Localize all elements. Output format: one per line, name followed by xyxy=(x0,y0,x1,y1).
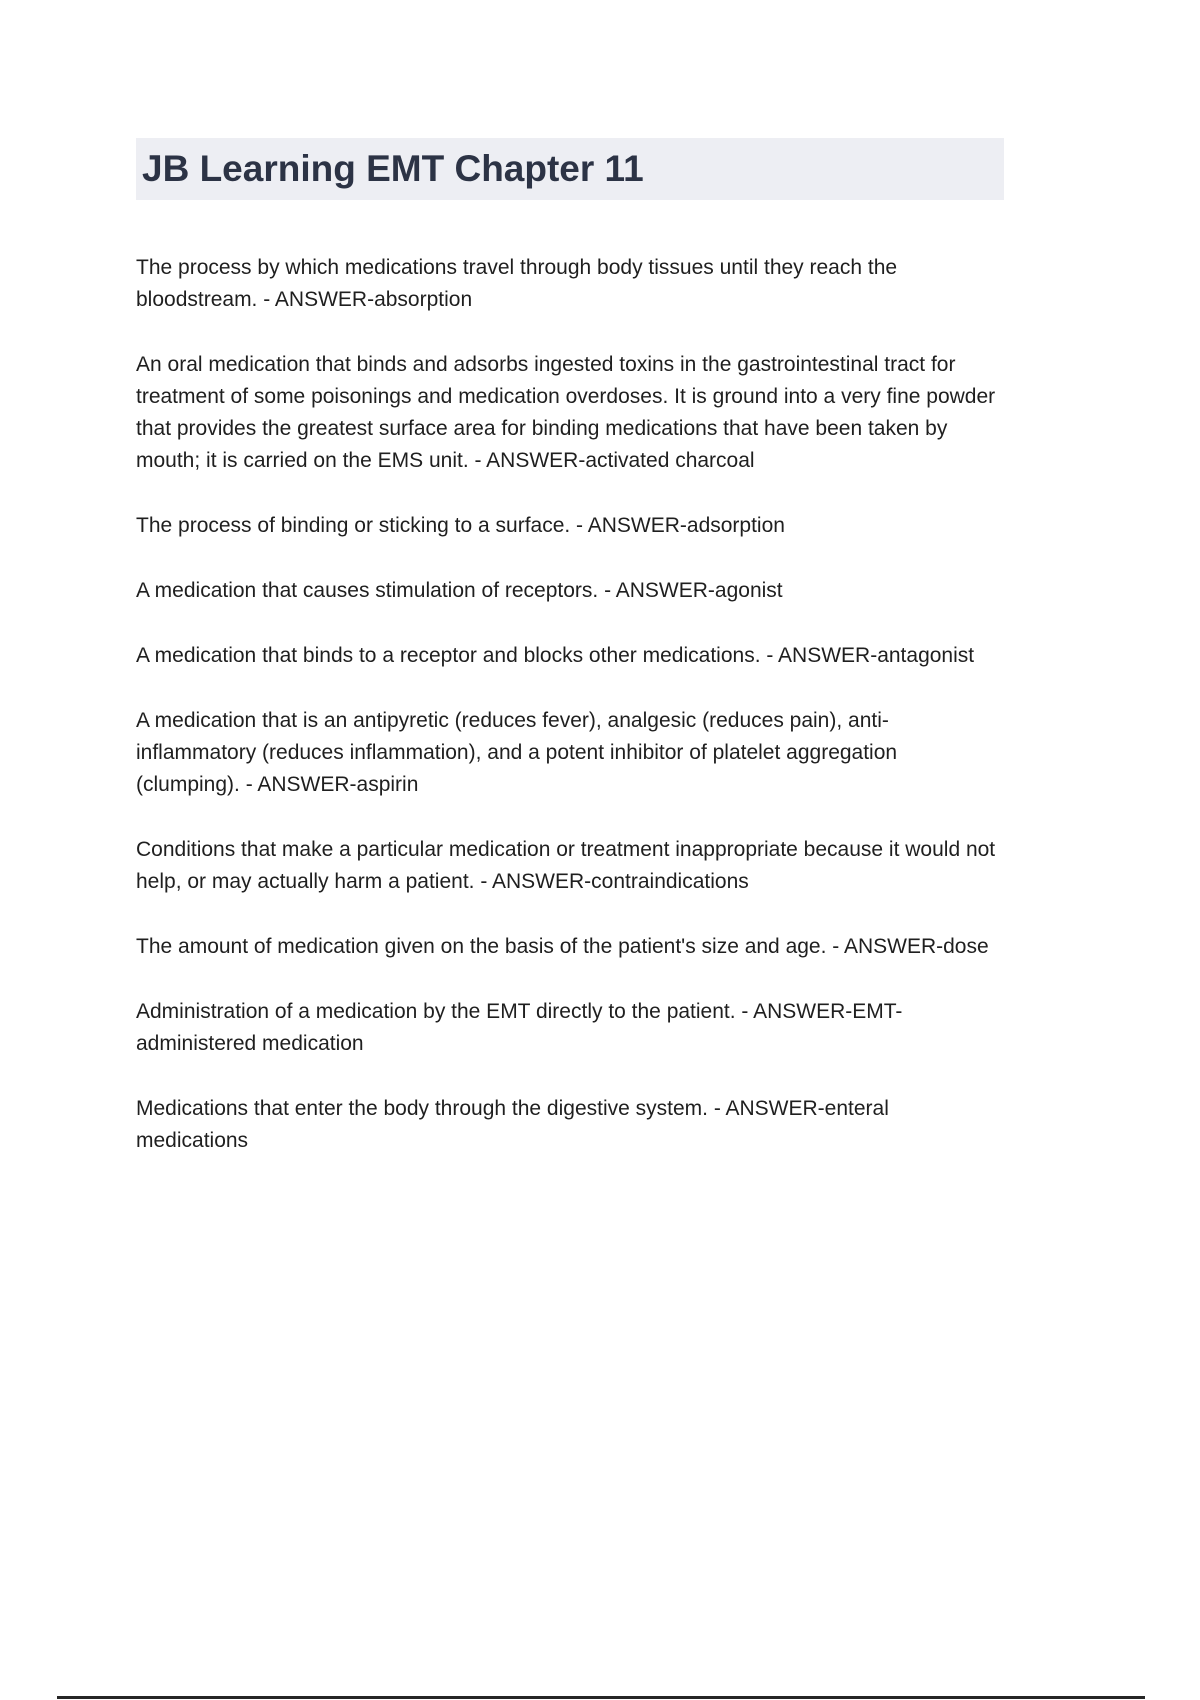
flashcard-text: A medication that binds to a receptor and blocks other medications. - ANSWER-antagonist xyxy=(136,644,975,667)
page-title: JB Learning EMT Chapter 11 xyxy=(136,138,1004,200)
footer-divider xyxy=(57,1696,1145,1699)
flashcard-text: Conditions that make a particular medication or treatment inappropriate because it would not help, or may actually harm a patient. - ANSWER-contraindications xyxy=(136,838,996,893)
flashcard-text: Medications that enter the body through the digestive system. - ANSWER-enteral medications xyxy=(136,1097,889,1152)
flashcard-text: The process by which medications travel through body tissues until they reach the bloodstream. - ANSWER-absorption xyxy=(136,256,898,311)
flashcard-text: A medication that is an antipyretic (reduces fever), analgesic (reduces pain), anti-inflammatory (reduces inflammation), and a potent inhibitor of platelet aggregation (clumping). - ANSWER-aspirin xyxy=(136,709,898,796)
flashcard-text: Administration of a medication by the EMT directly to the patient. - ANSWER-EMT-administered medication xyxy=(136,1000,903,1055)
flashcard-text: An oral medication that binds and adsorbs ingested toxins in the gastrointestinal tract for treatment of some poisonings and medication overdoses. It is ground into a very fine powder that provides the greatest surface area for binding medications that have been taken by mouth; it is carried on the EMS unit. - ANSWER-activated charcoal xyxy=(136,353,996,472)
flashcard-text: The process of binding or sticking to a surface. - ANSWER-adsorption xyxy=(136,514,785,537)
flashcard-list xyxy=(136,252,996,1190)
flashcard-text: The amount of medication given on the basis of the patient's size and age. - ANSWER-dose xyxy=(136,935,989,958)
flashcard-text: A medication that causes stimulation of receptors. - ANSWER-agonist xyxy=(136,579,783,602)
